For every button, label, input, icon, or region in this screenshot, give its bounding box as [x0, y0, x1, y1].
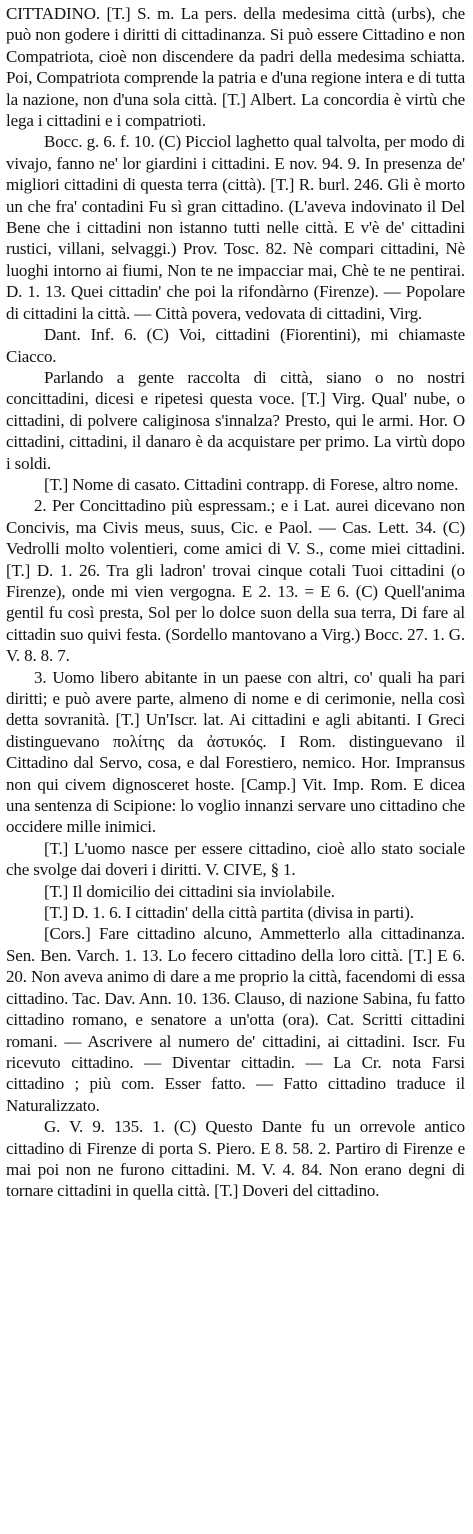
entry-definition-paragraph: CITTADINO. [T.] S. m. La pers. della medesima città (urbs), che può non godere i diritti di cittadinanza. Si può essere Cittadino e non Compatriota, cioè non discendere da padri della medesima schiatta. Poi, Compatriota comprende la patria e d'una regione intera e di tutta la nazione, non d'una sola città. [T.] Albert. La concordia è virtù che lega i cittadini e i compatrioti. [6, 4, 465, 131]
usage-paragraph: [Cors.] Fare cittadino alcuno, Ammetterlo alla cittadinanza. Sen. Ben. Varch. 1. 13. Lo fecero cittadino della loro città. [T.] E 6. 20. Non aveva animo di dare a me proprio la città, facendomi di essa cittadino. Tac. Dav. Ann. 10. 136. Clauso, di nazione Sabina, fu fatto cittadino romano, e senatore a un'otta (ora). Cat. Scritti cittadini romani. — Ascrivere al numero de' cittadini, ai cittadini. Iscr. Fu ricevuto cittadino. — Diventar cittadin. — La Cr. nota Farsi cittadino ; più com. Esser fatto. — Fatto cittadino traduce il Naturalizzato. [6, 924, 465, 1115]
sense-3-paragraph: 3. Uomo libero abitante in un paese con altri, co' quali ha pari diritti; e può avere parte, almeno di nome e di cerimonie, nella così detta sovranità. [T.] Un'Iscr. lat. Ai cittadini e agli abitanti. I Greci distinguevano πολίτης da ἀστυκός. I Rom. distinguevano il Cittadino dal Servo, cosa, e dal Forestiero, nemico. Hor. Impransus non qui civem dignosceret hoste. [Camp.] Vit. Imp. Rom. E dicea una sentenza di Scipione: lo voglio innanzi servare uno cittadino che occidere mille inimici. [6, 667, 465, 837]
citation-paragraph: G. V. 9. 135. 1. (C) Questo Dante fu un orrevole antico cittadino di Firenze di porta S. Piero. E 8. 58. 2. Partiro di Firenze e mai poi non ne furono cittadini. M. V. 4. 84. Non erano degni di tornare cittadini in quella città. [T.] Doveri del cittadino. [6, 1117, 465, 1201]
sense-2-paragraph: 2. Per Concittadino più espressam.; e i Lat. aurei dicevano non Concivis, ma Civis meus, suus, Cic. e Paol. — Cas. Lett. 34. (C) Vedrolli molto volentieri, come amici di V. S., come miei cittadini. [T.] D. 1. 26. Tra gli ladron' trovai cinque cotali Tuoi cittadini (o Firenze), onde mi vien vergogna. E 2. 13. = E 6. (C) Quell'anima gentil fu così presta, Sol per lo dolce suon della sua terra, Di fare al cittadin suo quivi festa. (Sordello mantovano a Virg.) Bocc. 27. 1. G. V. 8. 8. 7. [6, 496, 465, 666]
usage-paragraph: Parlando a gente raccolta di città, siano o no nostri concittadini, dicesi e ripetesi questa voce. [T.] Virg. Qual' nube, o cittadini, di polvere caliginosa s'innalza? Presto, qui le armi. Hor. O cittadini, cittadini, il danaro è da acquistare per primo. La virtù dopo i soldi. [6, 367, 465, 473]
usage-paragraph: [T.] Nome di casato. Cittadini contrapp. di Forese, altro nome. [44, 474, 459, 494]
usage-paragraph: [T.] Il domicilio dei cittadini sia inviolabile. [44, 881, 335, 901]
usage-paragraph: [T.] L'uomo nasce per essere cittadino, cioè allo stato sociale che svolge dai doveri i diritti. V. CIVE, § 1. [6, 838, 465, 880]
citation-paragraph: Dant. Inf. 6. (C) Voi, cittadini (Fiorentini), mi chiamaste Ciacco. [6, 325, 465, 366]
citation-paragraph: Bocc. g. 6. f. 10. (C) Picciol laghetto qual talvolta, per modo di vivajo, fanno ne' lor giardini i cittadini. E nov. 94. 9. In presenza de' migliori cittadini di questa terra (città). [T.] R. burl. 246. Gli è morto un che fra' contadini Fu sì gran cittadino. (L'aveva indovinato il Del Bene che i cittadini non istanno tutti nelle città. E v'è de' cittadini rustici, villani, selvaggi.) Prov. Tosc. 82. Nè compari cittadini, Nè luoghi intorno ai fiumi, Non te ne impacciar mai, Chè te ne pentirai. D. 1. 13. Quei cittadin' che poi la rifondàrno (Firenze). — Popolare di cittadini la città. — Città povera, vedovata di cittadini, Virg. [6, 132, 465, 323]
usage-paragraph: [T.] D. 1. 6. I cittadin' della città partita (divisa in parti). [44, 903, 414, 923]
